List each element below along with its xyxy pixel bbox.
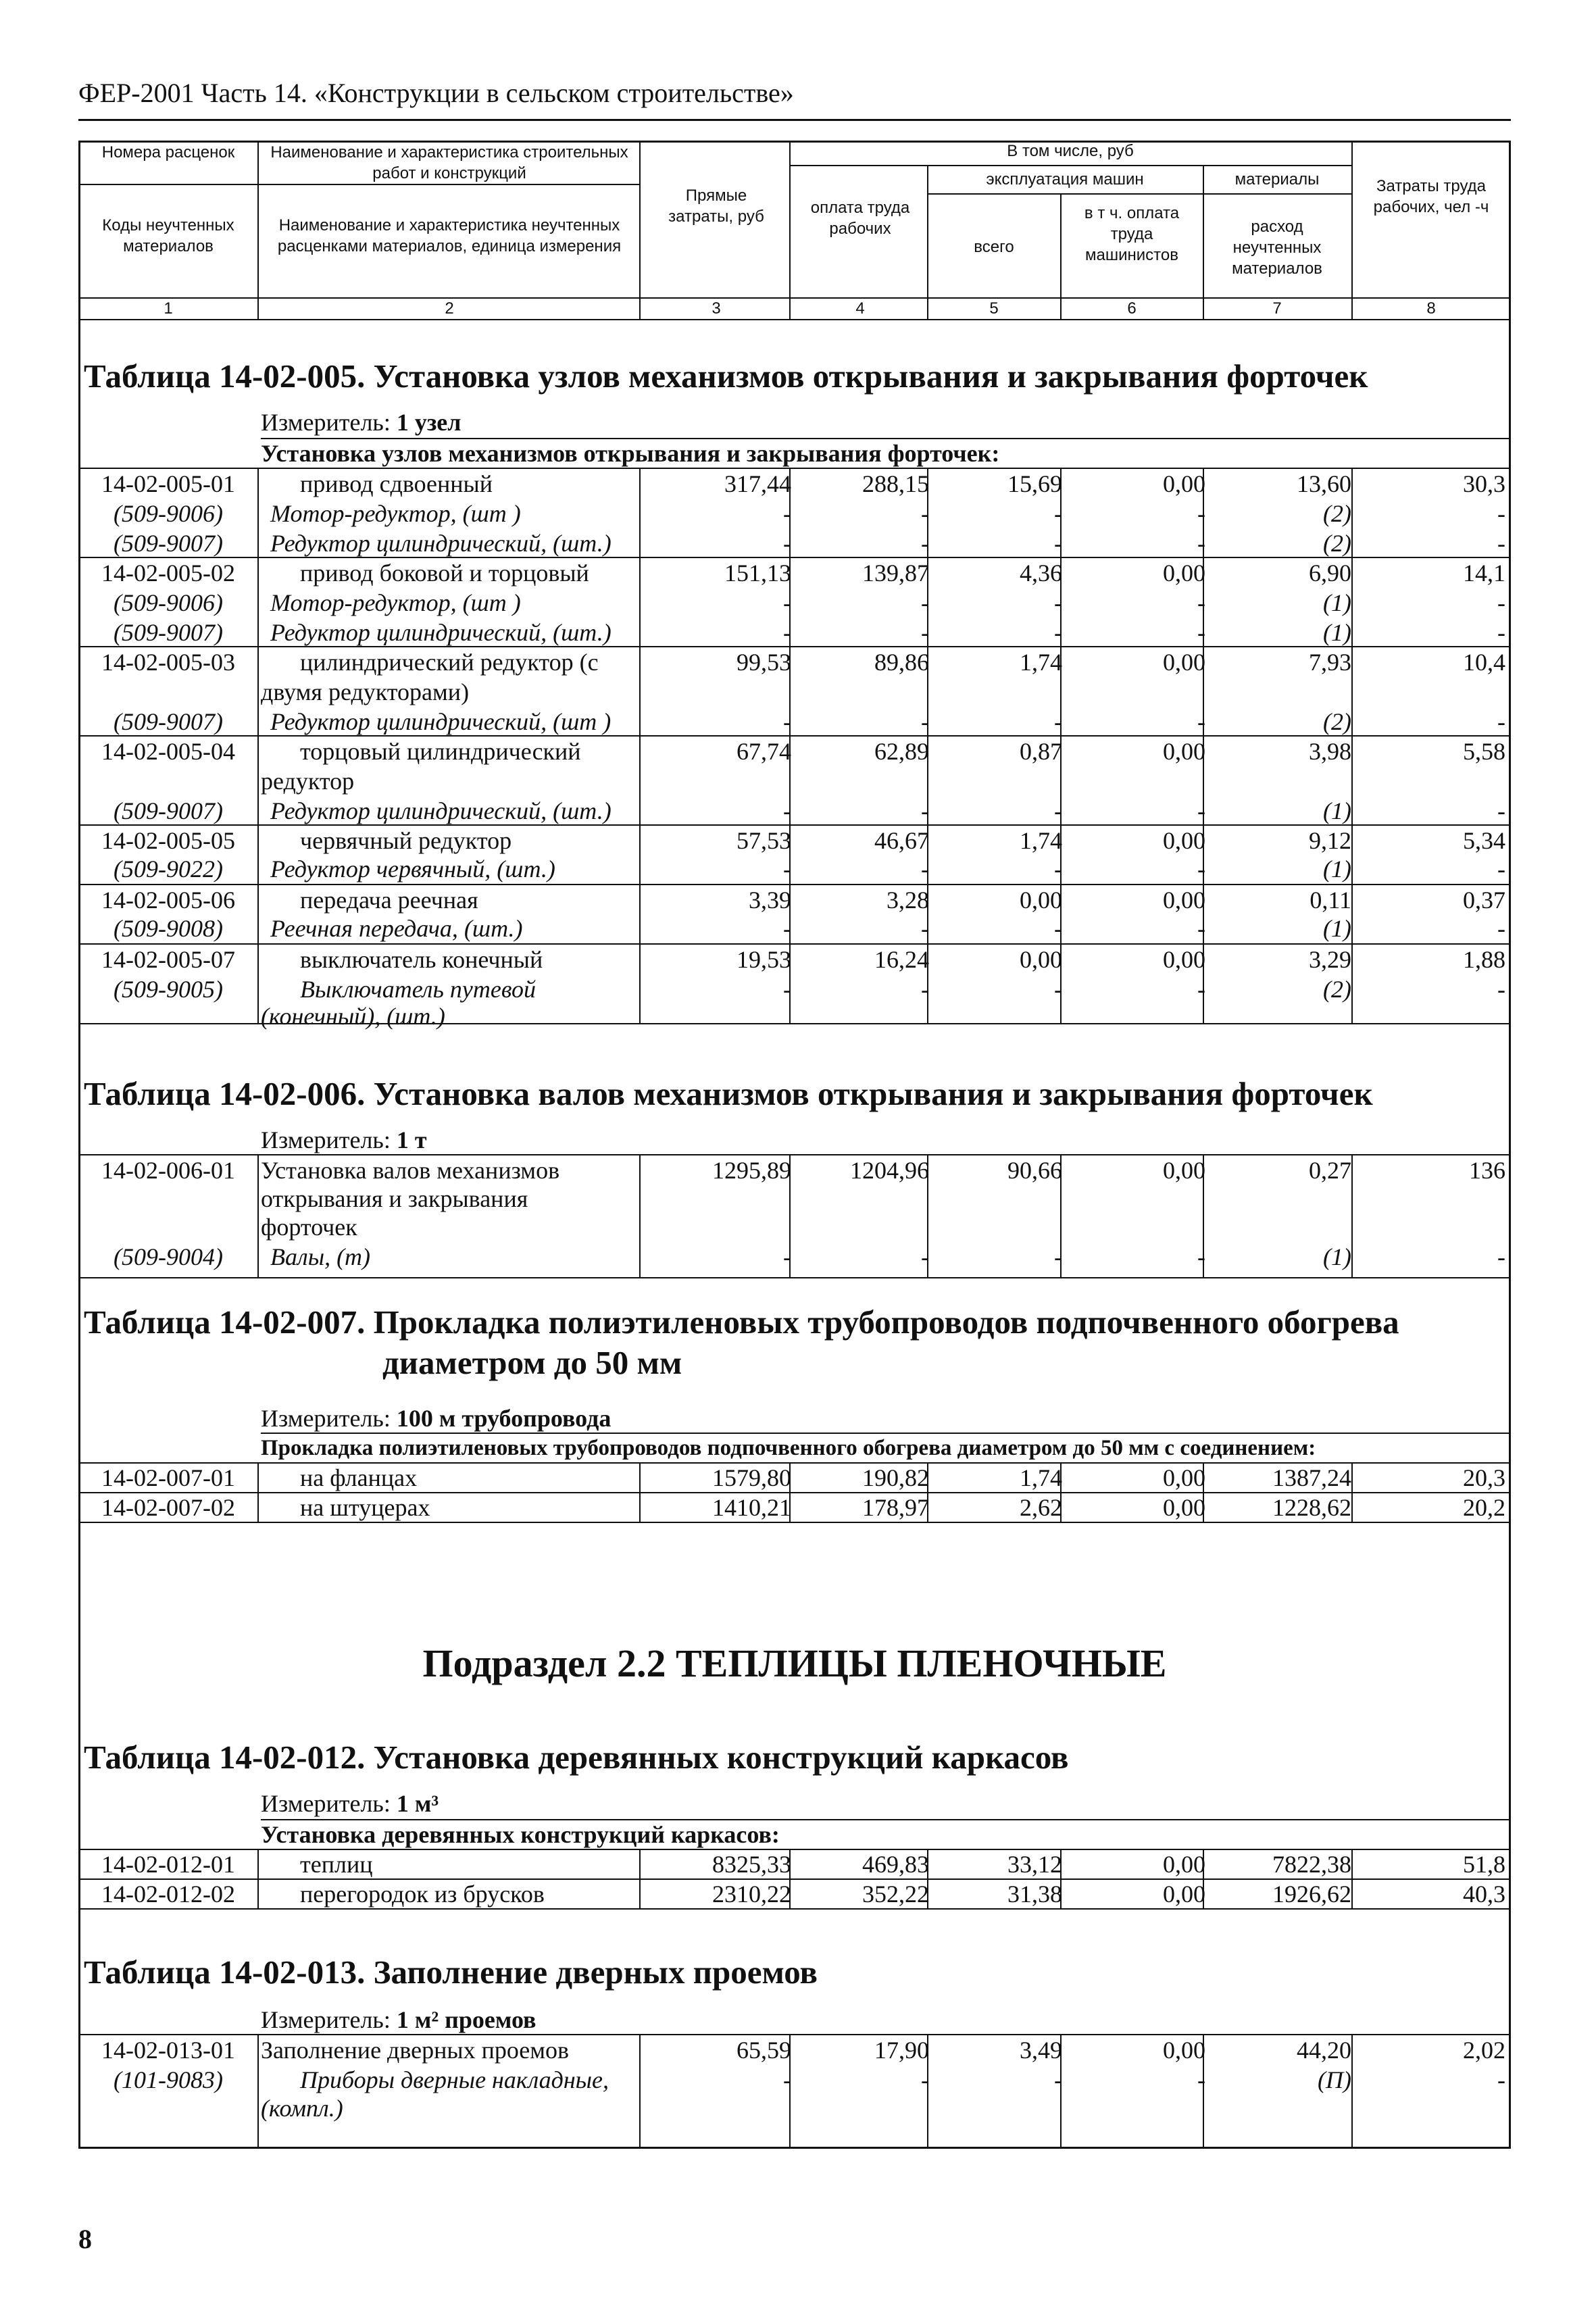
machinists-pay: -: [1197, 530, 1205, 557]
col-number: 8: [1426, 299, 1436, 318]
material-name: Валы, (т): [270, 1243, 371, 1270]
direct-costs: -: [783, 915, 791, 942]
material-code: (509-9006): [114, 500, 223, 527]
labor-pay: 288,15: [862, 470, 929, 497]
header-divider: [927, 193, 1351, 195]
machinists-pay: -: [1197, 589, 1205, 616]
meter-value: 1 м² проемов: [396, 2006, 537, 2033]
labor-pay: 62,89: [874, 738, 929, 765]
direct-costs: 19,53: [737, 946, 791, 973]
labor-hours: 40,3: [1463, 1881, 1505, 1908]
materials: 0,11: [1310, 887, 1351, 914]
header-divider: [78, 319, 1511, 320]
direct-costs: 317,44: [724, 470, 791, 497]
table-012-caption: Установка деревянных конструкций каркасов:: [261, 1821, 780, 1848]
labor-pay: -: [921, 619, 929, 646]
header-col-line: [257, 141, 259, 319]
direct-costs: -: [783, 500, 791, 527]
material-code: (509-9007): [114, 708, 223, 735]
direct-costs: -: [783, 1243, 791, 1270]
machinists-pay: 0,00: [1163, 559, 1205, 587]
labor-pay: 89,86: [874, 649, 929, 676]
machines-total: 0,00: [1020, 946, 1062, 973]
labor-hours: -: [1497, 2066, 1505, 2093]
materials: (2): [1323, 530, 1351, 557]
materials: (1): [1323, 797, 1351, 824]
table-006-meter: [261, 1126, 427, 1154]
materials: 7822,38: [1272, 1851, 1351, 1878]
materials: 0,27: [1309, 1157, 1351, 1184]
materials: (1): [1323, 619, 1351, 646]
material-code: (509-9022): [114, 855, 223, 882]
meter-value: 1 т: [396, 1126, 427, 1153]
rate-code: 14-02-007-02: [101, 1494, 235, 1521]
labor-pay: -: [921, 2066, 929, 2093]
page-header: ФЕР-2001 Часть 14. «Конструкции в сельском строительстве»: [78, 77, 1511, 121]
direct-costs: 99,53: [737, 649, 791, 676]
labor-hours: 51,8: [1463, 1851, 1505, 1878]
materials: (1): [1323, 855, 1351, 882]
work-name-continued: форточек: [261, 1214, 357, 1241]
header-direct-costs: Прямые затраты, руб: [668, 186, 764, 226]
direct-costs: 8325,33: [712, 1851, 791, 1878]
machinists-pay: -: [1197, 1243, 1205, 1270]
col-number: 5: [989, 299, 999, 318]
header-col1-top: Номера расценок: [101, 143, 235, 161]
material-name: Редуктор цилиндрический, (шт ): [270, 708, 612, 735]
material-name: Редуктор червячный, (шт.): [270, 855, 555, 882]
material-name: Редуктор цилиндрический, (шт.): [270, 530, 612, 557]
machines-total: 15,69: [1007, 470, 1062, 497]
header-col-line: [789, 141, 791, 319]
labor-pay: -: [921, 500, 929, 527]
machines-total: 90,66: [1007, 1157, 1062, 1184]
materials: (1): [1323, 915, 1351, 942]
header-col2-bottom: Наименование и характеристика неучтенных расценками материалов, единица измерения: [277, 216, 622, 255]
labor-hours: 136: [1469, 1157, 1505, 1184]
material-code: (509-9005): [114, 976, 223, 1003]
material-code: (509-9007): [114, 530, 223, 557]
labor-pay: -: [921, 530, 929, 557]
labor-hours: -: [1497, 619, 1505, 646]
labor-pay: -: [921, 1243, 929, 1270]
materials: 1228,62: [1272, 1494, 1351, 1521]
machinists-pay: 0,00: [1163, 1157, 1205, 1184]
labor-pay: 1204,96: [850, 1157, 929, 1184]
rate-code: 14-02-005-02: [101, 559, 235, 587]
rate-code: 14-02-006-01: [101, 1157, 235, 1184]
col-number: 3: [712, 299, 721, 318]
machines-total: 0,00: [1020, 887, 1062, 914]
machinists-pay: -: [1197, 976, 1205, 1003]
labor-pay: -: [921, 708, 929, 735]
work-name: привод боковой и торцовый: [300, 559, 589, 587]
table-013-meter: [261, 2006, 537, 2034]
materials: 3,98: [1309, 738, 1351, 765]
materials: 13,60: [1297, 470, 1351, 497]
labor-pay: 3,28: [887, 887, 929, 914]
labor-pay: 178,97: [862, 1494, 929, 1521]
labor-pay: -: [921, 855, 929, 882]
material-name: Мотор-редуктор, (шт ): [270, 500, 521, 527]
header-in-total: В том числе, руб: [1007, 142, 1134, 160]
labor-hours: -: [1497, 589, 1505, 616]
machines-total: -: [1054, 708, 1062, 735]
material-code: (509-9007): [114, 619, 223, 646]
labor-hours: -: [1497, 915, 1505, 942]
direct-costs: -: [783, 708, 791, 735]
rate-code: 14-02-012-02: [101, 1881, 235, 1908]
header-col-line: [927, 165, 928, 319]
labor-pay: -: [921, 589, 929, 616]
work-name-continued: двумя редукторами): [261, 678, 470, 705]
materials: 9,12: [1309, 827, 1351, 854]
materials: (1): [1323, 1243, 1351, 1270]
labor-pay: -: [921, 797, 929, 824]
col-number: 4: [855, 299, 865, 318]
material-name-continued: (компл.): [261, 2095, 343, 2122]
direct-costs: 2310,22: [712, 1881, 791, 1908]
table-007-title: Таблица 14-02-007. Прокладка полиэтиленовых трубопроводов подпочвенного обогрева: [84, 1303, 1399, 1341]
header-machines: эксплуатация машин: [986, 170, 1144, 189]
direct-costs: 57,53: [737, 827, 791, 854]
rate-code: 14-02-013-01: [101, 2037, 235, 2064]
direct-costs: -: [783, 855, 791, 882]
labor-hours: 20,3: [1463, 1464, 1505, 1491]
direct-costs: -: [783, 2066, 791, 2093]
machines-total: 4,36: [1020, 559, 1062, 587]
table-005-title: Таблица 14-02-005. Установка узлов механизмов открывания и закрывания форточек: [84, 357, 1368, 395]
header-col2-top: Наименование и характеристика строительных работ и конструкций: [270, 143, 628, 182]
rate-code: 14-02-012-01: [101, 1851, 235, 1878]
materials: (1): [1323, 589, 1351, 616]
rate-code: 14-02-007-01: [101, 1464, 235, 1491]
work-name: Установка валов механизмов: [261, 1157, 560, 1184]
material-name: Приборы дверные накладные,: [300, 2066, 609, 2093]
work-name: привод сдвоенный: [300, 470, 493, 497]
materials: 1387,24: [1272, 1464, 1351, 1491]
header-col-line: [1060, 193, 1062, 319]
machinists-pay: 0,00: [1163, 887, 1205, 914]
material-code: (509-9007): [114, 797, 223, 824]
rate-code: 14-02-005-04: [101, 738, 235, 765]
machines-total: 1,74: [1020, 1464, 1062, 1491]
labor-hours: 5,58: [1463, 738, 1505, 765]
labor-hours: 1,88: [1463, 946, 1505, 973]
machinists-pay: -: [1197, 500, 1205, 527]
header-divider: [78, 184, 639, 185]
materials: 1926,62: [1272, 1881, 1351, 1908]
materials: 3,29: [1309, 946, 1351, 973]
meter-label: Измеритель:: [261, 1790, 391, 1817]
work-name: Заполнение дверных проемов: [261, 2037, 570, 2064]
machinists-pay: -: [1197, 855, 1205, 882]
machines-total: -: [1054, 797, 1062, 824]
work-name: на фланцах: [300, 1464, 418, 1491]
machinists-pay: 0,00: [1163, 738, 1205, 765]
meter-label: Измеритель:: [261, 1126, 391, 1153]
rate-code: 14-02-005-07: [101, 946, 235, 973]
work-name-continued: редуктор: [261, 768, 355, 795]
work-name: на штуцерах: [300, 1494, 430, 1521]
labor-pay: 46,67: [874, 827, 929, 854]
direct-costs: -: [783, 530, 791, 557]
machines-total: -: [1054, 915, 1062, 942]
machines-total: -: [1054, 855, 1062, 882]
table-013-title: Таблица 14-02-013. Заполнение дверных проемов: [84, 1953, 818, 1991]
machinists-pay: 0,00: [1163, 649, 1205, 676]
material-name: Редуктор цилиндрический, (шт.): [270, 619, 612, 646]
work-name: торцовый цилиндрический: [300, 738, 581, 765]
machinists-pay: -: [1197, 2066, 1205, 2093]
machinists-pay: 0,00: [1163, 946, 1205, 973]
header-col-line: [1351, 141, 1353, 319]
materials: 44,20: [1297, 2037, 1351, 2064]
meter-value: 100 м трубопровода: [396, 1405, 612, 1432]
machinists-pay: 0,00: [1163, 1494, 1205, 1521]
work-name: цилиндрический редуктор (с: [300, 649, 599, 676]
row-divider: [78, 1277, 1511, 1278]
machines-total: -: [1054, 589, 1062, 616]
col-number: 6: [1127, 299, 1137, 318]
labor-pay: 16,24: [874, 946, 929, 973]
rate-code: 14-02-005-05: [101, 827, 235, 854]
machinists-pay: -: [1197, 708, 1205, 735]
material-name: Реечная передача, (шт.): [270, 915, 523, 942]
table-007-caption: Прокладка полиэтиленовых трубопроводов подпочвенного обогрева диаметром до 50 мм с соединением:: [261, 1436, 1316, 1460]
table-006-title: Таблица 14-02-006. Установка валов механизмов открывания и закрывания форточек: [84, 1075, 1373, 1112]
labor-pay: 190,82: [862, 1464, 929, 1491]
subsection-title: Подраздел 2.2 ТЕПЛИЦЫ ПЛЕНОЧНЫЕ: [422, 1641, 1167, 1685]
table-005-meter: [261, 408, 462, 437]
direct-costs: 3,39: [749, 887, 791, 914]
machines-total: -: [1054, 2066, 1062, 2093]
table-005-caption: Установка узлов механизмов открывания и закрывания форточек:: [261, 440, 1000, 467]
material-name: Редуктор цилиндрический, (шт.): [270, 797, 612, 824]
labor-hours: -: [1497, 855, 1505, 882]
materials: (2): [1323, 976, 1351, 1003]
header-unaccounted-materials: расход неучтенных материалов: [1232, 218, 1322, 278]
machines-total: 31,38: [1007, 1881, 1062, 1908]
labor-pay: 352,22: [862, 1881, 929, 1908]
machines-total: 2,62: [1020, 1494, 1062, 1521]
header-labor-pay: оплата труда рабочих: [810, 199, 910, 238]
labor-pay: 469,83: [862, 1851, 929, 1878]
direct-costs: 151,13: [724, 559, 791, 587]
machines-total: 0,87: [1020, 738, 1062, 765]
labor-hours: 10,4: [1463, 649, 1505, 676]
machines-total: 33,12: [1007, 1851, 1062, 1878]
machinists-pay: 0,00: [1163, 2037, 1205, 2064]
machines-total: -: [1054, 619, 1062, 646]
rate-code: 14-02-005-06: [101, 887, 235, 914]
meter-label: Измеритель:: [261, 409, 391, 436]
labor-pay: 139,87: [862, 559, 929, 587]
header-machinists-pay: в т ч. оплата труда машинистов: [1084, 204, 1180, 264]
machinists-pay: -: [1197, 797, 1205, 824]
header-col-line: [1203, 165, 1204, 319]
labor-hours: -: [1497, 797, 1505, 824]
labor-hours: 20,2: [1463, 1494, 1505, 1521]
col-number: 2: [445, 299, 454, 318]
col-number: 7: [1272, 299, 1282, 318]
labor-pay: -: [921, 976, 929, 1003]
materials: (2): [1323, 500, 1351, 527]
material-code: (101-9083): [114, 2066, 223, 2093]
machines-total: 1,74: [1020, 827, 1062, 854]
work-name: выключатель конечный: [300, 946, 543, 973]
labor-pay: 17,90: [874, 2037, 929, 2064]
header-machines-total: всего: [974, 238, 1014, 256]
direct-costs: 1410,21: [712, 1494, 791, 1521]
labor-hours: -: [1497, 708, 1505, 735]
direct-costs: -: [783, 976, 791, 1003]
machines-total: 3,49: [1020, 2037, 1062, 2064]
materials: 7,93: [1309, 649, 1351, 676]
direct-costs: 65,59: [737, 2037, 791, 2064]
meter-value: 1 узел: [396, 409, 462, 436]
machines-total: -: [1054, 1243, 1062, 1270]
material-code: (509-9008): [114, 915, 223, 942]
material-code: (509-9006): [114, 589, 223, 616]
meter-label: Измеритель:: [261, 2006, 391, 2033]
machinists-pay: 0,00: [1163, 1464, 1205, 1491]
machinists-pay: -: [1197, 619, 1205, 646]
direct-costs: -: [783, 797, 791, 824]
material-name: Выключатель путевой: [300, 976, 536, 1003]
direct-costs: -: [783, 619, 791, 646]
machines-total: -: [1054, 500, 1062, 527]
labor-hours: 2,02: [1463, 2037, 1505, 2064]
labor-hours: 14,1: [1463, 559, 1505, 587]
work-name-continued: открывания и закрывания: [261, 1185, 528, 1212]
work-name: передача реечная: [300, 887, 478, 914]
labor-pay: -: [921, 915, 929, 942]
direct-costs: -: [783, 589, 791, 616]
work-name: червячный редуктор: [300, 827, 512, 854]
rate-code: 14-02-005-01: [101, 470, 235, 497]
machinists-pay: 0,00: [1163, 827, 1205, 854]
labor-hours: -: [1497, 1243, 1505, 1270]
table-007-meter: [261, 1404, 611, 1433]
page-number: 8: [78, 2224, 92, 2254]
col-number: 1: [164, 299, 173, 318]
materials: 6,90: [1309, 559, 1351, 587]
direct-costs: 1579,80: [712, 1464, 791, 1491]
labor-hours: -: [1497, 500, 1505, 527]
rate-code: 14-02-005-03: [101, 649, 235, 676]
meter-value: 1 м³: [396, 1790, 439, 1817]
machinists-pay: 0,00: [1163, 1881, 1205, 1908]
labor-hours: -: [1497, 530, 1505, 557]
labor-hours: -: [1497, 976, 1505, 1003]
direct-costs: 1295,89: [712, 1157, 791, 1184]
table-012-meter: [261, 1789, 439, 1818]
material-name-continued: (конечный), (шт.): [261, 1003, 445, 1030]
material-code: (509-9004): [114, 1243, 223, 1270]
header-col1-bottom: Коды неучтенных материалов: [102, 216, 234, 255]
header-col-line: [639, 141, 641, 319]
header-labor-costs: Затраты труда рабочих, чел -ч: [1373, 177, 1489, 216]
direct-costs: 67,74: [737, 738, 791, 765]
work-name: теплиц: [300, 1851, 373, 1878]
header-divider: [789, 165, 1351, 166]
table-007-title-continued: диаметром до 50 мм: [382, 1344, 682, 1381]
machinists-pay: 0,00: [1163, 1851, 1205, 1878]
machines-total: -: [1054, 976, 1062, 1003]
labor-hours: 5,34: [1463, 827, 1505, 854]
machinists-pay: -: [1197, 915, 1205, 942]
materials: (П): [1318, 2066, 1351, 2093]
material-name: Мотор-редуктор, (шт ): [270, 589, 521, 616]
machinists-pay: 0,00: [1163, 470, 1205, 497]
header-materials: материалы: [1235, 170, 1320, 189]
materials: (2): [1323, 708, 1351, 735]
work-name: перегородок из брусков: [300, 1881, 545, 1908]
labor-hours: 30,3: [1463, 470, 1505, 497]
labor-hours: 0,37: [1463, 887, 1505, 914]
table-012-title: Таблица 14-02-012. Установка деревянных конструкций каркасов: [84, 1739, 1069, 1776]
meter-label: Измеритель:: [261, 1405, 391, 1432]
machines-total: -: [1054, 530, 1062, 557]
machines-total: 1,74: [1020, 649, 1062, 676]
